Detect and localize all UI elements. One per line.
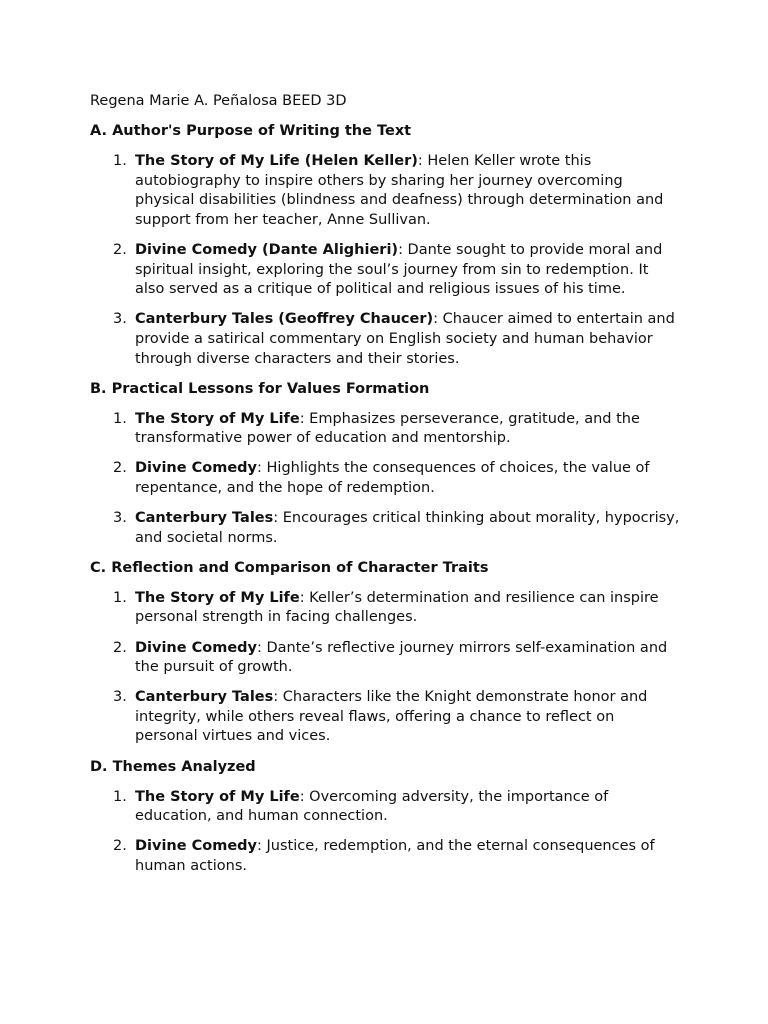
- list-item-number: 1.: [113, 410, 127, 427]
- section-letter: A.: [90, 123, 107, 140]
- list-item-text: : Emphasizes perseverance, gratitude, and the transformative power of education and mentorship.: [135, 410, 640, 447]
- list-item-title: Canterbury Tales: [135, 689, 274, 706]
- section-heading-text: Practical Lessons for Values Formation: [111, 380, 430, 397]
- section-heading-text: Themes Analyzed: [112, 758, 256, 775]
- list-item: [90, 241, 680, 300]
- list-item-number: 3.: [113, 510, 127, 527]
- numbered-list: [90, 152, 680, 369]
- list-item-text: : Overcoming adversity, the importance of education, and human connection.: [135, 788, 609, 825]
- section-heading: [90, 380, 680, 400]
- list-item: [90, 310, 680, 369]
- sections-container: [90, 122, 680, 876]
- section-letter: B.: [90, 380, 107, 397]
- list-item-number: 1.: [113, 788, 127, 805]
- section-heading-text: Author's Purpose of Writing the Text: [112, 123, 412, 140]
- section-letter: D.: [90, 758, 108, 775]
- section-b: [90, 380, 680, 549]
- list-item-number: 3.: [113, 311, 127, 328]
- list-item-text: : Justice, redemption, and the eternal consequences of human actions.: [135, 838, 655, 874]
- section-letter: C.: [90, 559, 107, 576]
- section-heading: [90, 758, 680, 778]
- section-d: [90, 758, 680, 877]
- section-a: [90, 122, 680, 369]
- list-item-number: 1.: [113, 153, 127, 170]
- list-item: [90, 152, 680, 230]
- section-c: [90, 559, 680, 747]
- list-item-number: 1.: [113, 589, 127, 606]
- list-item: [90, 589, 680, 628]
- list-item-text: : Characters like the Knight demonstrate honor and integrity, while others reveal flaws, offering a chance to reflect on personal virtues and vices.: [135, 689, 648, 745]
- numbered-list: [90, 589, 680, 747]
- list-item-number: 3.: [113, 689, 127, 706]
- list-item: [90, 639, 680, 678]
- numbered-list: [90, 410, 680, 549]
- list-item-title: The Story of My Life: [135, 589, 300, 606]
- list-item-text: : Dante sought to provide moral and spiritual insight, exploring the soul’s journey from sin to redemption. It also served as a critique of political and religious issues of his time.: [135, 242, 663, 298]
- list-item: [90, 410, 680, 449]
- list-item-title: Divine Comedy (Dante Alighieri): [135, 242, 399, 259]
- list-item-title: Canterbury Tales: [135, 510, 274, 527]
- list-item-text: : Helen Keller wrote this autobiography to inspire others by sharing her journey overcoming physical disabilities (blindness and deafness) through determination and support from her teacher, Anne Sullivan.: [135, 153, 664, 228]
- list-item-text: : Keller’s determination and resilience can inspire personal strength in facing challenges.: [135, 589, 659, 626]
- list-item: [90, 509, 680, 548]
- list-item-text: : Encourages critical thinking about morality, hypocrisy, and societal norms.: [135, 510, 680, 546]
- list-item-title: Divine Comedy: [135, 460, 258, 477]
- list-item: [90, 459, 680, 498]
- list-item-title: Divine Comedy: [135, 838, 258, 855]
- list-item: [90, 837, 680, 876]
- list-item-text: : Highlights the consequences of choices, the value of repentance, and the hope of redemption.: [135, 460, 650, 496]
- list-item-number: 2.: [113, 838, 127, 855]
- list-item-number: 2.: [113, 639, 127, 656]
- list-item: [90, 688, 680, 747]
- list-item-number: 2.: [113, 242, 127, 259]
- list-item: [90, 788, 680, 827]
- list-item-title: Canterbury Tales (Geoffrey Chaucer): [135, 311, 434, 328]
- section-heading: [90, 122, 680, 142]
- list-item-title: The Story of My Life: [135, 788, 300, 805]
- list-item-number: 2.: [113, 460, 127, 477]
- document-body: [90, 92, 680, 887]
- numbered-list: [90, 788, 680, 877]
- list-item-text: : Chaucer aimed to entertain and provide a satirical commentary on English society and human behavior through diverse characters and their stories.: [135, 311, 675, 367]
- section-heading: [90, 559, 680, 579]
- section-heading-text: Reflection and Comparison of Character Traits: [111, 559, 489, 576]
- list-item-title: The Story of My Life (Helen Keller): [135, 153, 418, 170]
- list-item-text: : Dante’s reflective journey mirrors self-examination and the pursuit of growth.: [135, 639, 668, 676]
- author-line: Regena Marie A. Peñalosa BEED 3D: [90, 93, 347, 109]
- list-item-title: Divine Comedy: [135, 639, 258, 656]
- list-item-title: The Story of My Life: [135, 410, 300, 427]
